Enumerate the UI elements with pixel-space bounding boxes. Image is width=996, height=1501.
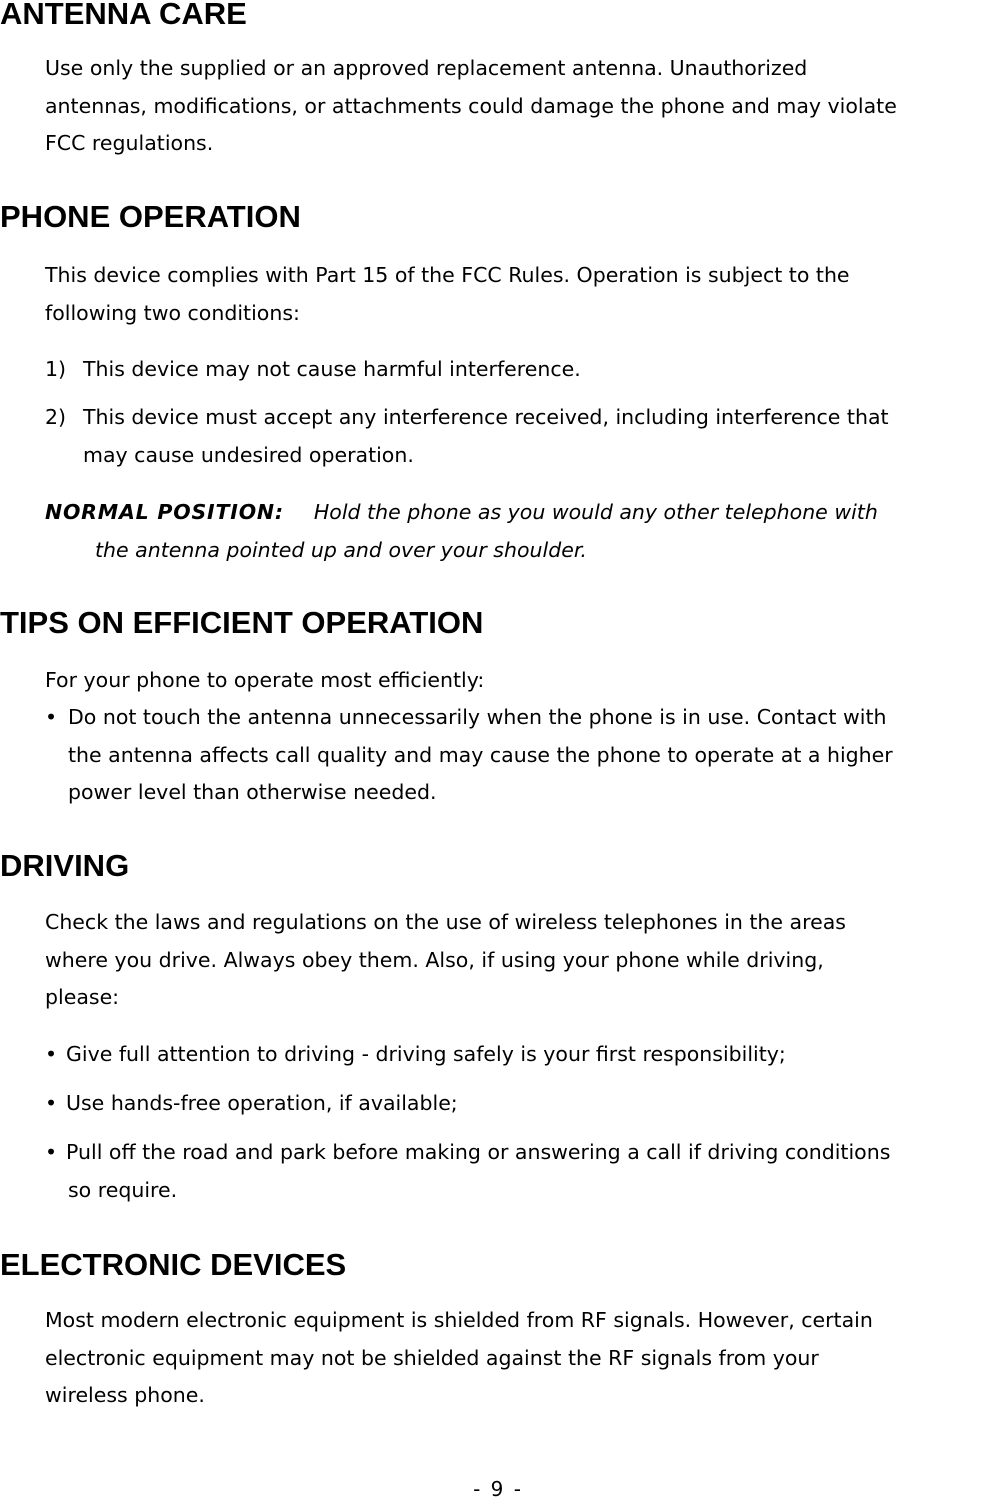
antenna-care-line-3: FCC regulations. — [45, 131, 214, 155]
phone-operation-intro-line-2: following two conditions: — [45, 300, 300, 325]
antenna-care-line-1: Use only the supplied or an approved replacement antenna. Unauthorized — [45, 56, 808, 80]
normal-position-label: NORMAL POSITION: — [45, 500, 284, 524]
tips-bullet-icon: • — [45, 705, 58, 729]
tips-bullet-line-3: power level than otherwise needed. — [68, 780, 437, 804]
driving-bullet-2-icon: • — [45, 1091, 58, 1115]
antenna-care-line-2: antennas, modifications, or attachments could damage the phone and may violate — [45, 93, 897, 118]
driving-bullet-3-icon: • — [45, 1140, 58, 1164]
driving-line-1: Check the laws and regulations on the use of wireless telephones in the areas — [45, 910, 846, 934]
heading-driving: DRIVING — [0, 848, 130, 883]
heading-tips-efficient-operation: TIPS ON EFFICIENT OPERATION — [0, 605, 484, 640]
electronic-devices-paragraph — [45, 1302, 996, 1415]
electronic-devices-line-2: electronic equipment may not be shielded against the RF signals from your — [45, 1345, 819, 1370]
driving-line-2: where you drive. Always obey them. Also, if using your phone while driving, — [45, 947, 824, 972]
driving-bullet-1-text: Give full attention to driving - driving safely is your first responsibility; — [66, 1042, 786, 1066]
phone-operation-intro-line-1: This device complies with Part 15 of the FCC Rules. Operation is subject to the — [45, 263, 850, 287]
tips-intro: For your phone to operate most efficiently: — [45, 668, 485, 692]
driving-bullet-3-line-2: so require. — [68, 1177, 178, 1202]
electronic-devices-line-1: Most modern electronic equipment is shielded from RF signals. However, certain — [45, 1308, 873, 1332]
condition-2-line-1: This device must accept any interference received, including interference that — [83, 405, 889, 429]
heading-antenna-care: ANTENNA CARE — [0, 0, 247, 31]
condition-2-line-2: may cause undesired operation. — [83, 442, 414, 467]
antenna-care-paragraph — [45, 50, 996, 163]
condition-2-text — [83, 399, 996, 474]
tips-bullet-text — [68, 699, 996, 812]
normal-position-line-1 — [45, 494, 996, 532]
normal-position-note — [45, 494, 996, 569]
page-number: - 9 - — [473, 1477, 523, 1501]
condition-2-number: 2) — [45, 405, 67, 429]
heading-phone-operation: PHONE OPERATION — [0, 199, 301, 234]
condition-1-number: 1) — [45, 357, 67, 381]
tips-bullet-line-2: the antenna affects call quality and may cause the phone to operate at a higher — [68, 742, 893, 767]
tips-bullet-line-1: Do not touch the antenna unnecessarily when the phone is in use. Contact with — [68, 705, 887, 729]
driving-bullet-3-line-1: Pull off the road and park before making or answering a call if driving conditions — [66, 1140, 891, 1164]
phone-operation-intro — [45, 257, 996, 332]
electronic-devices-line-3: wireless phone. — [45, 1383, 205, 1407]
normal-position-text-1: Hold the phone as you would any other telephone with — [313, 500, 878, 524]
condition-1-text: This device may not cause harmful interference. — [83, 357, 581, 381]
heading-electronic-devices: ELECTRONIC DEVICES — [0, 1247, 347, 1282]
driving-bullet-2-text: Use hands-free operation, if available; — [66, 1091, 458, 1115]
driving-bullet-3-text — [66, 1134, 994, 1209]
normal-position-text-2: the antenna pointed up and over your shoulder. — [95, 537, 587, 562]
driving-bullet-1-icon: • — [45, 1042, 58, 1066]
driving-paragraph — [45, 904, 996, 1017]
driving-line-3: please: — [45, 985, 120, 1009]
